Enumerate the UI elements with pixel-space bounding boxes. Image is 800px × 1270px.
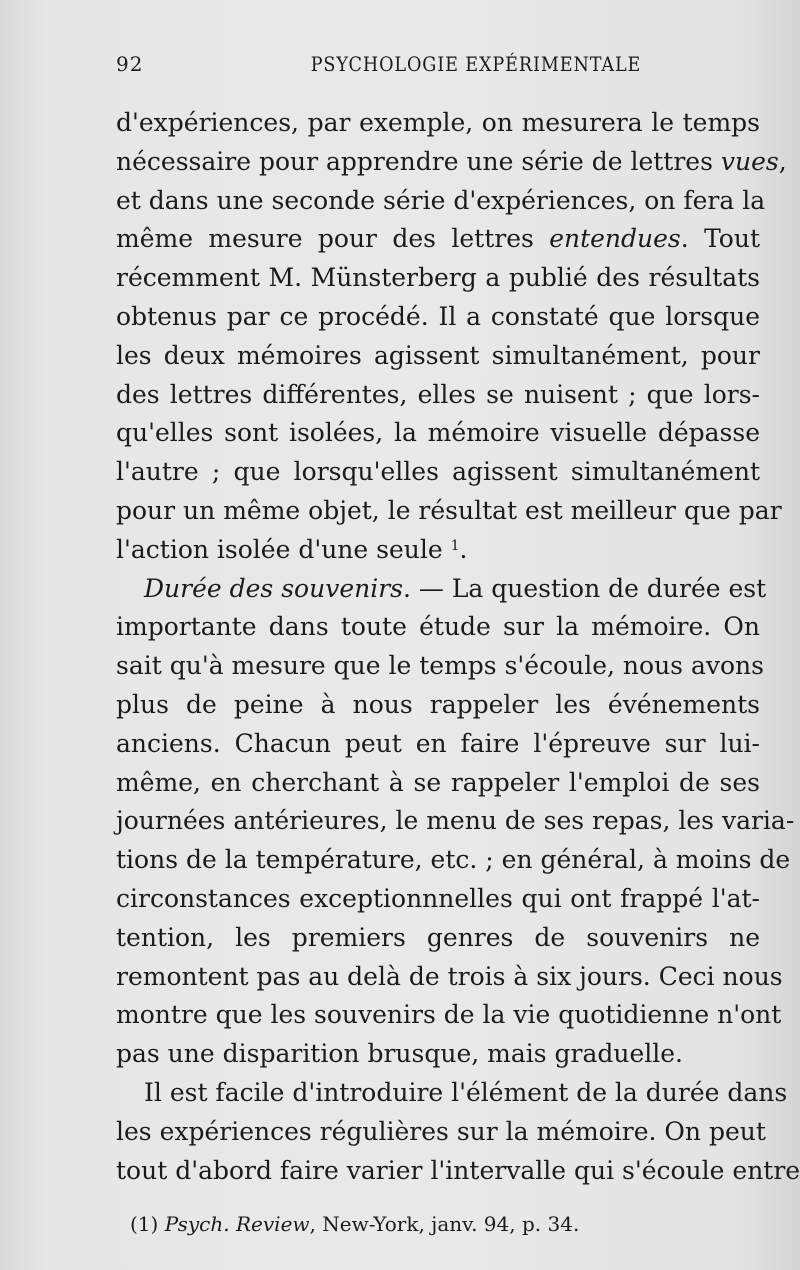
italic-word: vues: [720, 146, 779, 176]
body-text: [116, 104, 800, 1190]
text-line: même, en cherchant à se rappeler l'emploi de ses: [116, 767, 760, 797]
text-line: tout d'abord faire varier l'intervalle qui s'écoule entre: [116, 1155, 800, 1185]
text-line: même mesure pour des lettres entendues. Tout: [116, 224, 761, 254]
text-line: remontent pas au delà de trois à six jours. Ceci nous: [116, 961, 783, 991]
text-line: importante dans toute étude sur la mémoire. On: [116, 612, 760, 642]
text-line: anciens. Chacun peut en faire l'épreuve sur lui-: [116, 728, 760, 758]
text-line: circonstances exceptionnnelles qui ont frappé l'at-: [116, 883, 760, 913]
footnote: [130, 1210, 750, 1238]
text-line: plus de peine à nous rappeler les événements: [116, 689, 760, 719]
text-line: qu'elles sont isolées, la mémoire visuelle dépasse: [116, 418, 760, 448]
text-line: les deux mémoires agissent simultanément, pour: [116, 340, 760, 370]
text-line: Il est facile d'introduire l'élément de la durée dans: [144, 1077, 788, 1107]
footnote-reference: 1: [450, 537, 460, 554]
text-line: et dans une seconde série d'expériences, on fera la: [116, 185, 766, 215]
text-line: nécessaire pour apprendre une série de lettres vues,: [116, 146, 787, 176]
text-line: pas une disparition brusque, mais graduelle.: [116, 1039, 684, 1069]
text-line: les expériences régulières sur la mémoire. On peut: [116, 1116, 766, 1146]
text-line: Durée des souvenirs. — La question de durée est: [144, 573, 767, 603]
running-title: PSYCHOLOGIE EXPÉRIMENTALE: [310, 52, 642, 76]
footnote-text: , New-York, janv. 94, p. 34.: [309, 1212, 580, 1236]
page-number: 92: [116, 52, 144, 76]
text-line: des lettres différentes, elles se nuisent ; que lors-: [116, 379, 760, 409]
text-line: obtenus par ce procédé. Il a constaté que lorsque: [116, 301, 760, 331]
text-line: l'autre ; que lorsqu'elles agissent simultanément: [116, 457, 760, 487]
text-line: tention, les premiers genres de souvenirs ne: [116, 922, 760, 952]
text-line: récemment M. Münsterberg a publié des résultats: [116, 263, 760, 293]
text-line: journées antérieures, le menu de ses repas, les varia-: [116, 806, 795, 836]
footnote-marker: (1): [130, 1212, 159, 1236]
text-line: l'action isolée d'une seule $^1$.: [116, 534, 468, 564]
text-line: d'expériences, par exemple, on mesurera le temps: [116, 108, 760, 137]
text-line: montre que les souvenirs de la vie quotidienne n'ont: [116, 1000, 782, 1030]
italic-word: entendues: [549, 224, 681, 254]
section-heading-italic: Durée des souvenirs: [144, 573, 403, 603]
page-header: [116, 52, 760, 86]
text-line: sait qu'à mesure que le temps s'écoule, nous avons: [116, 651, 764, 681]
text-line: tions de la température, etc. ; en général, à moins de: [116, 845, 791, 875]
text-line: pour un même objet, le résultat est meilleur que par: [116, 495, 782, 525]
footnote-journal: Psych. Review: [164, 1212, 310, 1236]
